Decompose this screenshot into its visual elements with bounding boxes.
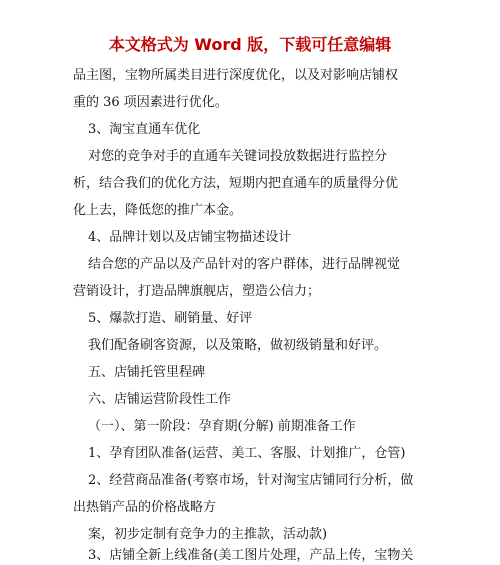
text-line-8: 结合您的产品以及产品针对的客户群体，进行品牌视觉	[88, 257, 401, 272]
text-line-14: （一）、第一阶段：孕育期(分解) 前期准备工作	[88, 419, 356, 434]
text-line-15: 1、孕育团队准备(运营、美工、客服、计划推广，仓管)	[88, 446, 406, 461]
text-line-11: 我们配备刷客资源，以及策略，做初级销量和好评。	[88, 338, 388, 353]
text-line-10: 5、爆款打造、刷销量、好评	[88, 311, 253, 326]
text-line-1: 品主图，宝物所属类目进行深度优化，以及对影响店铺权	[73, 68, 399, 83]
text-line-19: 3、店铺全新上线准备(美工图片处理，产品上传，宝物关	[88, 548, 414, 563]
text-line-5: 析，结合我们的优化方法，短期内把直通车的质量得分优	[73, 176, 399, 191]
text-line-7: 4、品牌计划以及店铺宝物描述设计	[88, 230, 292, 245]
text-line-4: 对您的竞争对手的直通车关键词投放数据进行监控分	[88, 149, 388, 164]
text-line-9: 营销设计，打造品牌旗舰店，塑造公信力；	[73, 284, 321, 299]
text-line-3: 3、淘宝直通车优化	[88, 122, 201, 137]
text-line-18: 案，初步定制有竞争力的主推款，活动款)	[88, 527, 328, 542]
text-line-2: 重的 36 项因素进行优化。	[73, 95, 228, 110]
text-line-12: 五、店铺托管里程碑	[88, 365, 206, 380]
text-line-13: 六、店铺运营阶段性工作	[88, 392, 232, 407]
text-line-16: 2、经营商品准备(考察市场，针对淘宝店铺同行分析，做	[88, 473, 414, 488]
text-line-6: 化上去，降低您的推广本金。	[73, 203, 243, 218]
text-line-17: 出热销产品的价格战略方	[73, 500, 217, 515]
document-banner: 本文格式为 Word 版，下载可任意编辑	[108, 35, 392, 54]
